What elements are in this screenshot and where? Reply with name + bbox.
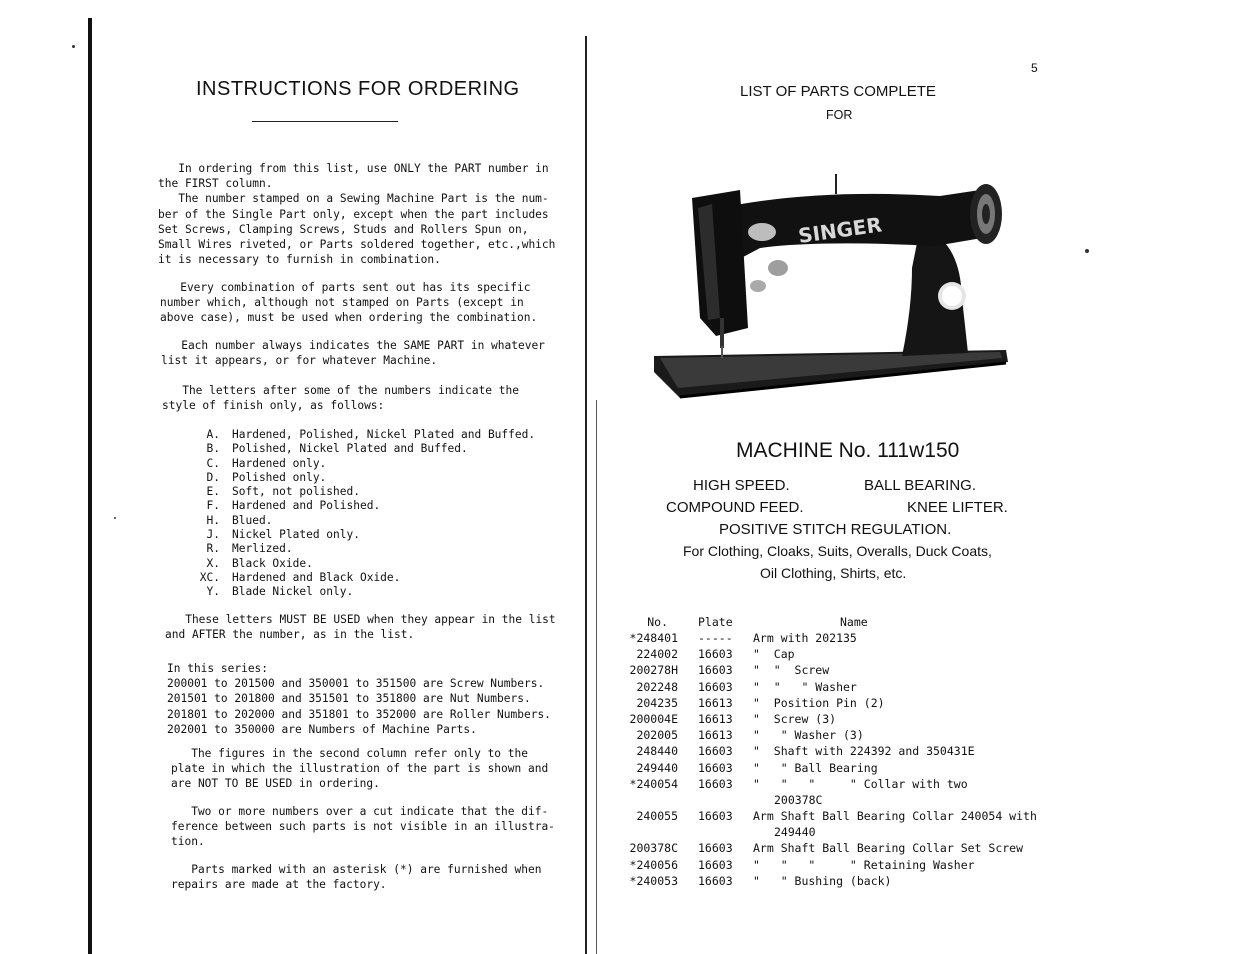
table-row <box>612 760 1037 776</box>
table-row <box>612 743 1037 759</box>
instruction-line: Two or more numbers over a cut indicate that the dif- <box>171 805 549 818</box>
instruction-line: style of finish only, as follows: <box>162 399 385 413</box>
part-name: Arm with 202135 <box>753 631 857 645</box>
table-row <box>612 776 1037 792</box>
instruction-paragraph <box>158 161 555 267</box>
instruction-paragraph <box>171 862 541 892</box>
feature-positive-stitch: POSITIVE STITCH REGULATION. <box>719 521 952 538</box>
instruction-line: ference between such parts is not visible in an illustra- <box>171 820 555 834</box>
finish-description: Polished only. <box>232 470 327 484</box>
instruction-line: Every combination of parts sent out has its specific <box>160 281 531 294</box>
plate-number: 16603 <box>698 841 733 856</box>
finish-description: Hardened and Polished. <box>232 499 381 513</box>
instruction-paragraph <box>160 280 537 326</box>
finish-item <box>196 485 535 499</box>
sewing-machine-illustration <box>650 168 1012 404</box>
plate-number: 16603 <box>698 809 733 824</box>
finish-item <box>196 457 535 471</box>
page-number: 5 <box>1031 61 1038 75</box>
feature-ball-bearing: BALL BEARING. <box>864 477 976 494</box>
finish-item <box>196 571 535 585</box>
finish-item <box>196 585 535 599</box>
finish-description: Black Oxide. <box>232 556 313 570</box>
finish-code: Y. <box>206 585 220 599</box>
finish-description: Nickel Plated only. <box>232 528 360 542</box>
instruction-line: number which, although not stamped on Parts (except in <box>160 296 524 310</box>
part-name: " " Bushing (back) <box>753 873 892 888</box>
parts-table <box>612 614 1037 889</box>
part-name: " " " Washer <box>753 679 857 694</box>
instruction-line: Each number always indicates the SAME PART in whatever <box>161 339 545 352</box>
usage-line-1: For Clothing, Cloaks, Suits, Overalls, Duck Coats, <box>683 543 992 559</box>
plate-number: 16603 <box>698 744 733 759</box>
parts-table-body <box>612 630 1037 889</box>
finish-item <box>196 557 535 571</box>
plate-number: 16603 <box>698 857 733 872</box>
finish-item <box>196 442 535 456</box>
finish-code: XC. <box>199 570 220 584</box>
finish-description: Hardened and Black Oxide. <box>232 570 401 584</box>
instruction-line: tion. <box>171 835 205 849</box>
part-name: " Cap <box>753 647 795 662</box>
header-name: Name <box>840 615 868 629</box>
part-number: 202248 <box>636 679 678 694</box>
feature-compound-feed: COMPOUND FEED. <box>666 499 804 516</box>
plate-number: 16603 <box>698 679 733 694</box>
part-name: " " Ball Bearing <box>753 760 878 775</box>
finish-description: Hardened, Polished, Nickel Plated and Buffed. <box>232 428 536 441</box>
finish-code: H. <box>206 513 220 527</box>
part-number: 204235 <box>636 695 678 710</box>
part-number: *240054 <box>629 776 678 791</box>
instruction-line: plate in which the illustration of the part is shown and <box>171 762 549 776</box>
instruction-line: above case), must be used when ordering the combination. <box>160 311 538 325</box>
finish-code: D. <box>206 470 220 484</box>
instruction-line: Parts marked with an asterisk (*) are furnished when <box>171 863 542 876</box>
instruction-line: 202001 to 350000 are Numbers of Machine Parts. <box>167 722 477 736</box>
speck <box>1085 249 1089 253</box>
table-row <box>612 630 1037 646</box>
binding-edge-left <box>88 18 92 954</box>
part-number: 249440 <box>636 760 678 775</box>
part-number: *240053 <box>629 873 678 888</box>
table-row <box>612 646 1037 662</box>
instruction-line: and AFTER the number, as in the list. <box>165 628 415 642</box>
instruction-line: are NOT TO BE USED in ordering. <box>171 777 380 791</box>
part-name: " " " " Collar with two <box>753 776 968 791</box>
finish-code: X. <box>206 556 220 570</box>
finish-list <box>196 428 535 600</box>
instruction-line: list it appears, or for whatever Machine. <box>161 354 438 368</box>
table-row <box>612 873 1037 889</box>
page-gutter-edge <box>596 400 597 954</box>
finish-item <box>196 471 535 485</box>
instruction-line: ber of the Single Part only, except when the part includes <box>158 207 549 221</box>
table-row <box>612 711 1037 727</box>
instruction-paragraph <box>171 746 548 792</box>
usage-line-2: Oil Clothing, Shirts, etc. <box>760 565 907 581</box>
instruction-paragraph <box>161 338 545 368</box>
table-row <box>612 662 1037 678</box>
part-number: 240055 <box>636 809 678 824</box>
finish-item <box>196 499 535 513</box>
plate-number: 16603 <box>698 647 733 662</box>
finish-code: A. <box>206 428 220 441</box>
finish-description: Polished, Nickel Plated and Buffed. <box>232 442 468 456</box>
machine-number: MACHINE No. 111w150 <box>736 439 960 462</box>
parts-table-header <box>612 614 1037 630</box>
plate-number: 16613 <box>698 695 733 710</box>
plate-number: ----- <box>698 631 733 645</box>
feature-high-speed: HIGH SPEED. <box>693 477 790 494</box>
header-no: No. <box>647 615 668 629</box>
finish-description: Hardened only. <box>232 456 327 470</box>
part-name-continued: 249440 <box>774 825 816 840</box>
parts-list-title: LIST OF PARTS COMPLETE <box>740 83 936 100</box>
finish-code: B. <box>206 442 220 456</box>
part-name-continued: 200378C <box>774 792 823 807</box>
finish-description: Soft, not polished. <box>232 485 360 499</box>
finish-item <box>196 514 535 528</box>
part-name: " Shaft with 224392 and 350431E <box>753 744 975 759</box>
part-name: Arm Shaft Ball Bearing Collar 240054 with <box>753 809 1037 824</box>
plate-number: 16603 <box>698 663 733 678</box>
table-row <box>612 727 1037 743</box>
speck <box>114 517 116 519</box>
instruction-line: 201501 to 201800 and 351501 to 351800 are Nut Numbers. <box>167 692 531 706</box>
finish-item <box>196 528 535 542</box>
finish-code: C. <box>206 456 220 470</box>
part-number: 200378C <box>629 841 678 856</box>
plate-number: 16603 <box>698 760 733 775</box>
finish-description: Blued. <box>232 513 273 527</box>
instruction-line: 200001 to 201500 and 350001 to 351500 are Screw Numbers. <box>167 677 545 691</box>
instruction-line: These letters MUST BE USED when they appear in the list <box>165 613 556 626</box>
finish-description: Merlized. <box>232 542 293 556</box>
instruction-line: Small Wires riveted, or Parts soldered together, etc.,which <box>158 237 556 251</box>
part-number: *240056 <box>629 857 678 872</box>
finish-description: Blade Nickel only. <box>232 585 354 599</box>
finish-item <box>196 428 535 442</box>
header-plate: Plate <box>698 615 733 629</box>
table-row <box>612 840 1037 856</box>
machine-brand-text: SINGER <box>796 212 884 248</box>
title-rule <box>252 121 398 122</box>
instruction-line: The letters after some of the numbers indicate the <box>162 384 519 397</box>
instruction-line: The number stamped on a Sewing Machine Part is the num- <box>158 192 549 206</box>
instruction-line: repairs are made at the factory. <box>171 878 387 892</box>
finish-item <box>196 542 535 556</box>
finish-code: R. <box>206 542 220 556</box>
table-row <box>612 808 1037 824</box>
plate-number: 16613 <box>698 728 733 743</box>
feature-knee-lifter: KNEE LIFTER. <box>907 499 1008 516</box>
part-name: " " " " Retaining Washer <box>753 857 975 872</box>
finish-code: F. <box>206 499 220 513</box>
instruction-line: In this series: <box>167 662 269 675</box>
instruction-line: The figures in the second column refer only to the <box>171 747 528 760</box>
page-gutter <box>585 36 587 954</box>
instruction-paragraph <box>171 804 555 850</box>
instruction-line: In ordering from this list, use ONLY the PART number in <box>158 162 549 175</box>
instruction-line: the FIRST column. <box>158 177 273 191</box>
part-number: 200278H <box>629 663 678 678</box>
part-name: " " Screw <box>753 663 830 678</box>
table-row <box>612 695 1037 711</box>
instruction-line: Set Screws, Clamping Screws, Studs and Rollers Spun on, <box>158 222 529 236</box>
part-name: " " Washer (3) <box>753 728 864 743</box>
plate-number: 16603 <box>698 873 733 888</box>
plate-number: 16613 <box>698 711 733 726</box>
instruction-line: 201801 to 202000 and 351801 to 352000 are Roller Numbers. <box>167 707 551 721</box>
parts-list-for: FOR <box>826 108 853 122</box>
instruction-line: it is necessary to furnish in combination. <box>158 253 441 267</box>
part-number: 200004E <box>629 711 678 726</box>
finish-code: J. <box>206 528 220 542</box>
instructions-title: INSTRUCTIONS FOR ORDERING <box>196 78 520 100</box>
speck <box>72 45 75 48</box>
instruction-paragraph <box>162 383 519 413</box>
part-number: 202005 <box>636 728 678 743</box>
table-row <box>612 679 1037 695</box>
part-number: 224002 <box>636 647 678 662</box>
plate-number: 16603 <box>698 776 733 791</box>
instruction-paragraph <box>167 661 551 737</box>
part-name: Arm Shaft Ball Bearing Collar Set Screw <box>753 841 1024 856</box>
part-name: " Position Pin (2) <box>753 695 885 710</box>
part-name: " Screw (3) <box>753 711 837 726</box>
part-number: *248401 <box>629 631 678 645</box>
table-row <box>612 857 1037 873</box>
part-number: 248440 <box>636 744 678 759</box>
instruction-paragraph <box>165 612 556 642</box>
finish-code: E. <box>206 485 220 499</box>
